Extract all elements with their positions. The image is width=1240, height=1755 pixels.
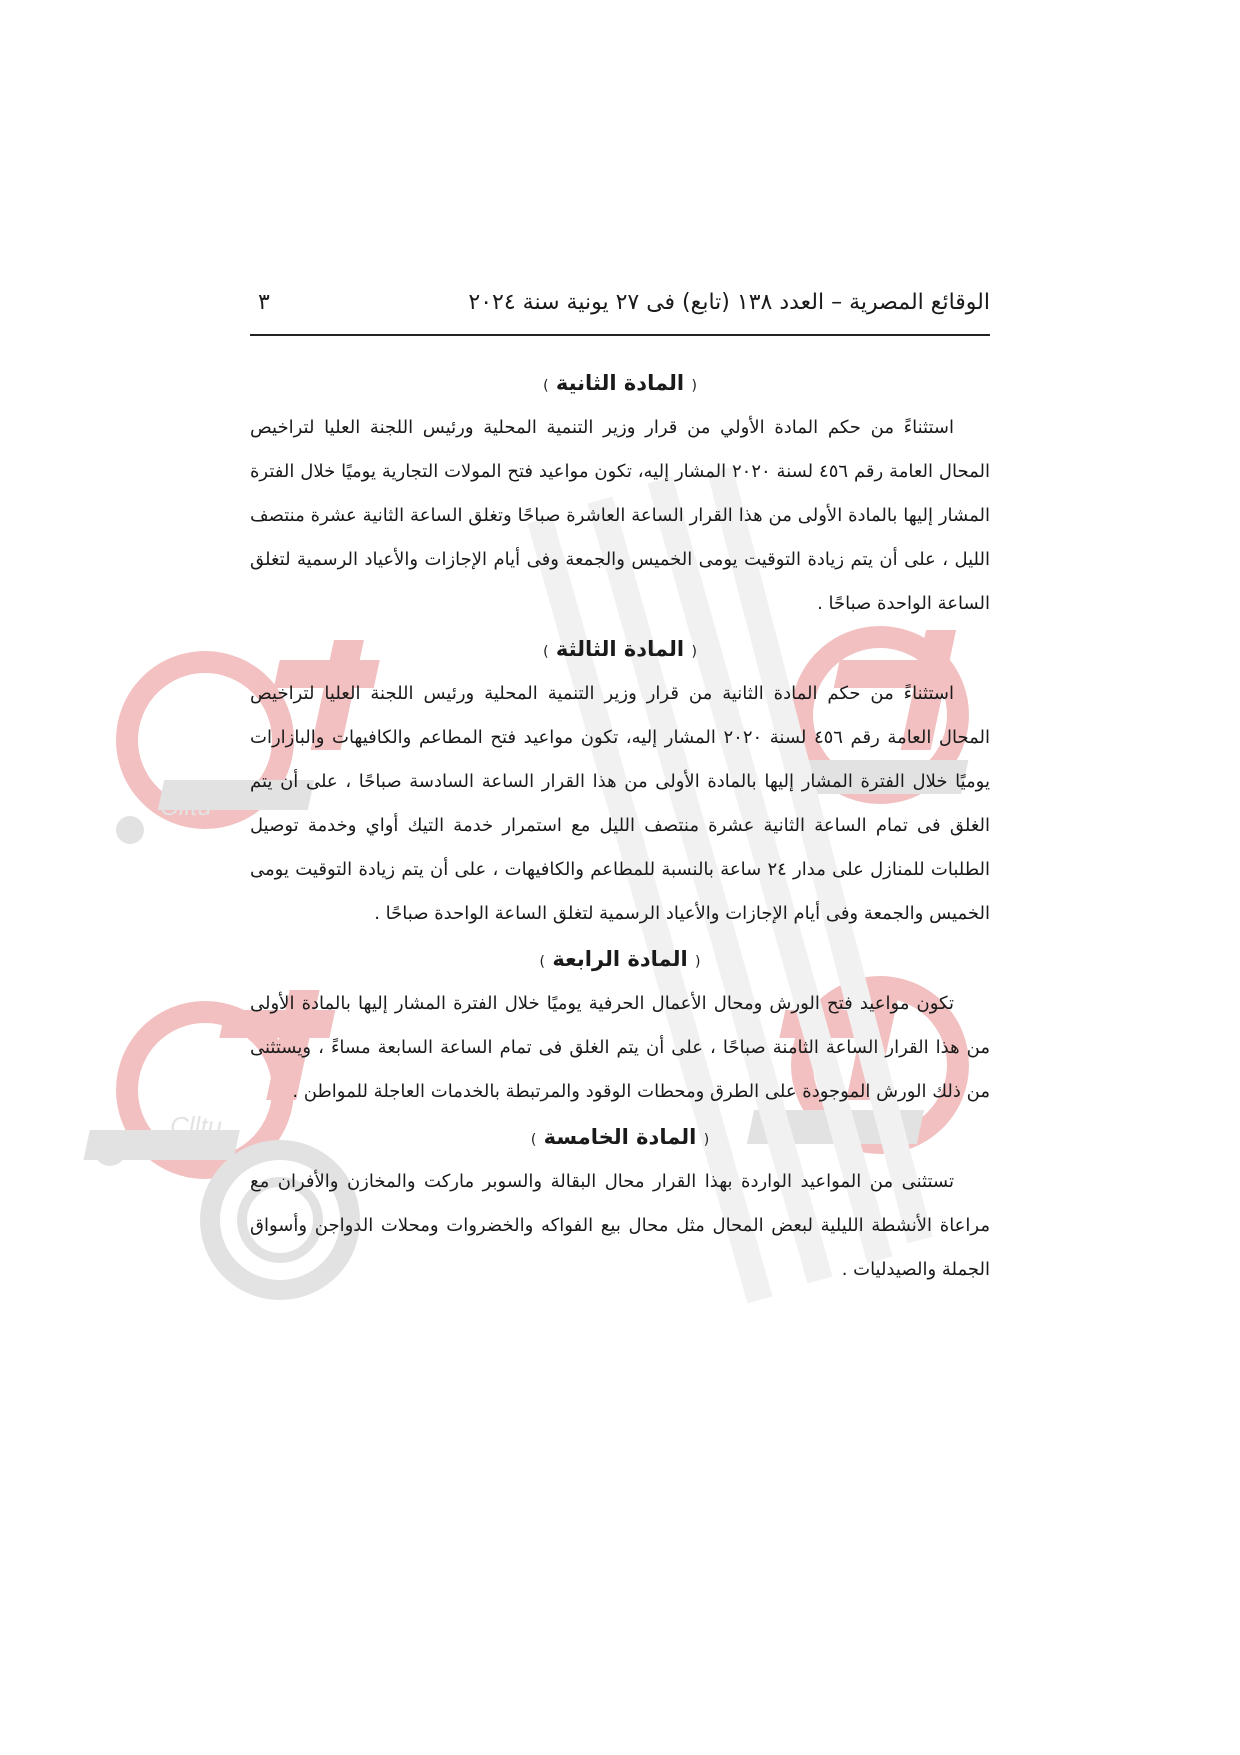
article-3 (250, 626, 990, 936)
svg-text:Clltu: Clltu (170, 1111, 223, 1141)
article-title: ( المادة الثالثة ) (543, 637, 697, 661)
page-header (250, 284, 990, 320)
svg-text:Clltu: Clltu (160, 791, 213, 821)
article-text: تكون مواعيد فتح الورش ومحال الأعمال الحرفية يوميًا خلال الفترة المشار إليها بالمادة الأولى من هذا القرار الساعة الثامنة صباحًا ، على أن يتم الغلق فى تمام الساعة السابعة مساءً ، ويستثنى من ذلك الورش الموجودة على الطرق ومحطات الوقود والمرتبطة بالخدمات العاجلة للمواطن . (250, 993, 990, 1102)
article-5 (250, 1114, 990, 1292)
article-title: ( المادة الرابعة ) (539, 947, 701, 971)
article-4 (250, 936, 990, 1114)
header-divider (250, 334, 990, 336)
document-body (250, 360, 990, 1292)
article-title: ( المادة الخامسة ) (530, 1125, 710, 1149)
article-2 (250, 360, 990, 626)
article-text: استثناءً من حكم المادة الأولي من قرار وزير التنمية المحلية ورئيس اللجنة العليا لتراخيص المحال العامة رقم ٤٥٦ لسنة ٢٠٢٠ المشار إليه، تكون مواعيد فتح المولات التجارية يوميًا خلال الفترة المشار إليها بالمادة الأولى من هذا القرار الساعة العاشرة صباحًا وتغلق الساعة الثانية عشرة منتصف الليل ، على أن يتم زيادة التوقيت يومى الخميس والجمعة وفى أيام الإجازات والأعياد الرسمية لتغلق الساعة الواحدة صباحًا . (250, 417, 991, 614)
article-text: تستثنى من المواعيد الواردة بهذا القرار محال البقالة والسوبر ماركت والمخازن والأفران مع مراعاة الأنشطة الليلية لبعض المحال مثل محال بيع الفواكه والخضروات ومحلات الدواجن وأسواق الجملة والصيدليات . (250, 1171, 990, 1280)
page-number: ٣ (258, 289, 270, 315)
header-title: الوقائع المصرية – العدد ١٣٨ (تابع) فى ٢٧ يونية سنة ٢٠٢٤ (468, 289, 990, 315)
article-title: ( المادة الثانية ) (543, 371, 697, 395)
article-text: استثناءً من حكم المادة الثانية من قرار وزير التنمية المحلية ورئيس اللجنة العليا لتراخيص المحال العامة رقم ٤٥٦ لسنة ٢٠٢٠ المشار إليه، تكون مواعيد فتح المطاعم والكافيهات والبازارات يوميًا خلال الفترة المشار إليها بالمادة الأولى من هذا القرار الساعة السادسة صباحًا ، على أن يتم الغلق فى تمام الساعة الثانية عشرة منتصف الليل مع استمرار خدمة التيك أواي وخدمة توصيل الطلبات للمنازل على مدار ٢٤ ساعة بالنسبة للمطاعم والكافيهات ، على أن يتم زيادة التوقيت يومى الخميس والجمعة وفى أيام الإجازات والأعياد الرسمية لتغلق الساعة الواحدة صباحًا . (250, 683, 990, 924)
